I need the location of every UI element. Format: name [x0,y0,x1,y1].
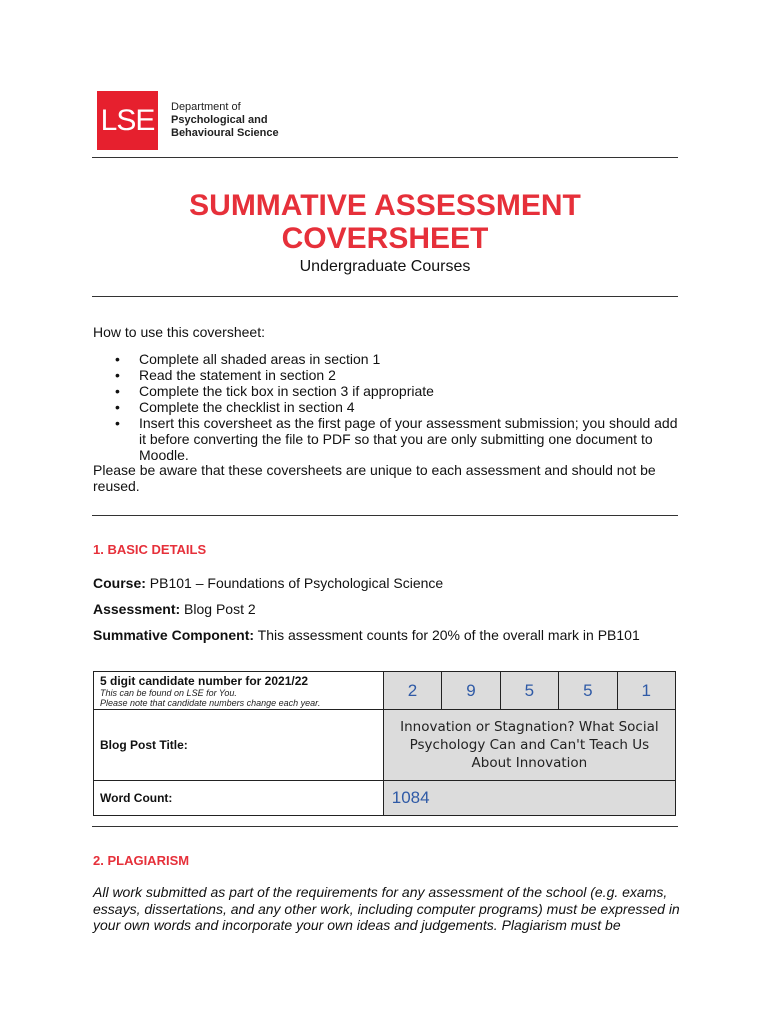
course-line [93,575,443,591]
course-value: PB101 – Foundations of Psychological Science [149,575,444,591]
bullet-icon: • [115,383,120,399]
page-subtitle: Undergraduate Courses [299,258,471,275]
candidate-number-note-1: This can be found on LSE for You. [100,687,237,698]
instructions-list [93,351,683,463]
candidate-digit-3[interactable]: 5 [500,672,558,710]
plagiarism-text: All work submitted as part of the requirements for any assessment of the school (e.g. exams, essays, dissertations, and any other work, including computer programs) must be expressed in your own words and incorporate your own ideas and judgements. Plagiarism must be [93,884,680,933]
candidate-digit-5[interactable]: 1 [617,672,675,710]
assessment-label: Assessment: [93,601,181,617]
course-label: Course: [93,575,146,591]
candidate-number-label-cell [94,672,384,710]
candidate-number-label: 5 digit candidate number for 2021/22 [100,673,309,688]
list-item: • Read the statement in section 2 [115,367,336,383]
bullet-icon: • [115,367,120,383]
list-item: • Complete all shaded areas in section 1 [115,351,381,367]
department-line-2: Psychological and [171,114,268,126]
divider-title [92,296,678,297]
assessment-line [93,601,256,617]
table-row [94,672,676,710]
candidate-details-table [93,671,676,816]
blog-title-label-cell [94,710,384,781]
component-label: Summative Component: [93,627,255,643]
table-row [94,781,676,816]
blog-title-field[interactable]: Innovation or Stagnation? What Social Psychology Can and Can't Teach Us About Innovation [383,710,675,781]
list-item: • Complete the tick box in section 3 if appropriate [115,383,434,399]
component-value: This assessment counts for 20% of the overall mark in PB101 [257,627,640,643]
candidate-digit-4[interactable]: 5 [559,672,617,710]
divider-section-2 [92,826,678,827]
divider-section-1 [92,515,678,516]
intro-text: How to use this coversheet: [93,324,265,340]
candidate-digit-2[interactable]: 9 [442,672,500,710]
word-count-label-cell [94,781,384,816]
page-title-line-2: COVERSHEET [281,222,489,255]
word-count-field[interactable]: 1084 [383,781,675,816]
page-title-line-1: SUMMATIVE ASSESSMENT [189,189,581,222]
component-line [93,627,640,643]
blog-title-label: Blog Post Title: [100,738,188,752]
word-count-label: Word Count: [100,791,173,805]
candidate-number-note-2: Please note that candidate numbers change each year. [100,697,321,708]
reuse-note: Please be aware that these coversheets are unique to each assessment and should not be reused. [93,462,656,494]
section-1-heading: 1. BASIC DETAILS [93,542,207,557]
assessment-value: Blog Post 2 [184,601,256,617]
department-name [171,101,279,140]
lse-logo-mark: LSE [97,91,158,150]
section-2-heading: 2. PLAGIARISM [93,853,190,868]
list-item: • Complete the checklist in section 4 [115,399,355,415]
department-line-3: Behavioural Science [171,127,279,139]
bullet-icon: • [115,351,120,367]
list-item: • Insert this coversheet as the first page of your assessment submission; you should add it before converting the file to PDF so that you are only submitting one document to Moodle. [115,415,678,463]
divider-top [92,157,678,158]
department-logo [97,91,279,150]
table-row [94,710,676,781]
bullet-icon: • [115,415,120,431]
bullet-icon: • [115,399,120,415]
candidate-digit-1[interactable]: 2 [383,672,441,710]
department-line-1: Department of [171,101,241,113]
